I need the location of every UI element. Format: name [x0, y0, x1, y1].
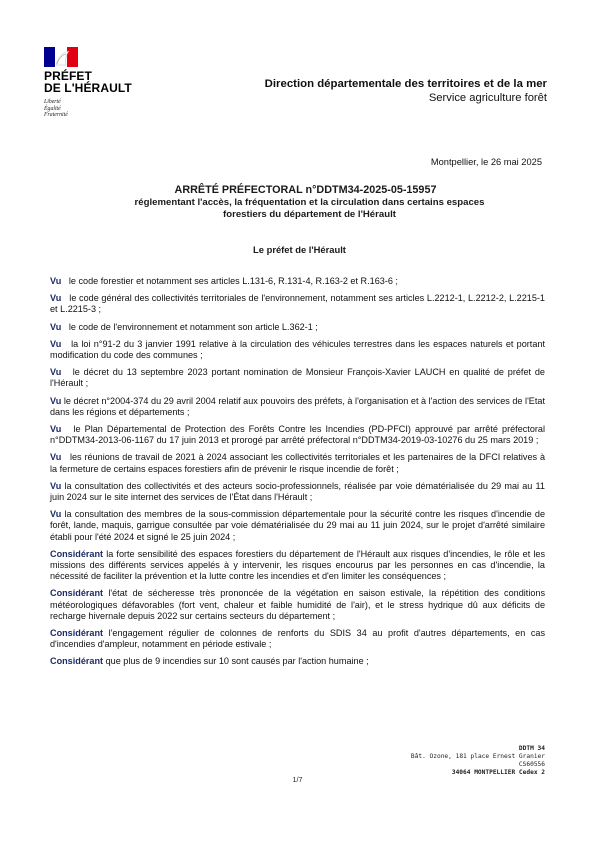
- prefet-name: [44, 70, 154, 94]
- recital-keyword: Considérant: [50, 656, 104, 667]
- recital-paragraph: [50, 481, 545, 503]
- recital-keyword: Vu: [50, 276, 62, 286]
- recital-text: le décret n°2004-374 du 29 avril 2004 relatif aux pouvoirs des préfets, à l'organisation et à l'action des services de l'Etat dans les régions et départements ;: [50, 395, 545, 417]
- address-line: CS60556: [518, 761, 545, 768]
- recital-paragraph: [50, 339, 545, 361]
- recital-keyword: Considérant: [50, 588, 104, 599]
- recital-paragraph: [50, 367, 545, 389]
- recital-text: l'engagement régulier de colonnes de renforts du SDIS 34 au profit d'autres départements, en cas d'incendies d'ampleur, notamment en période estivale ;: [50, 628, 545, 650]
- recital-text: le code forestier et notamment ses articles L.131-6, R.131-4, R.163-2 et R.163-6 ;: [68, 276, 398, 286]
- recital-text: la consultation des membres de la sous-commission départementale pour la sécurité contre les risques d'incendie de forêt, lande, maquis, garrigue consultée par voie dématérialisée du 29 mai au 11 juin 2024, sur le projet d'arrêté similaire établi pour l'été 2024 et signé le 25 juin 2024 ;: [50, 509, 545, 542]
- recital-text: la consultation des collectivités et des acteurs socio-professionnels, réalisée par voie dématérialisée du 29 mai au 11 juin 2024 sur le site internet des services de l'État dans l'Hérault ;: [50, 480, 545, 503]
- prefecture-logo: [44, 47, 154, 119]
- recital-text: que plus de 9 incendies sur 10 sont causés par l'action humaine ;: [105, 656, 369, 667]
- recital-keyword: Vu: [50, 480, 62, 491]
- recital-text: l'état de sécheresse très prononcée de la végétation en saison estivale, la répétition des conditions météorologiques défavorables (fort vent, chaleur et faible humidité de l'air), et le stress hydrique dû aux déficits de recharge hivernale depuis 2022 sur certains secteurs du département ;: [50, 588, 546, 621]
- recital-paragraph: [50, 549, 545, 583]
- recital-paragraph: [50, 628, 545, 650]
- decree-subject-line1: réglementant l'accès, la fréquentation et la circulation dans certains espaces: [134, 197, 485, 208]
- recital-keyword: Vu: [50, 509, 62, 520]
- recital-text: le décret du 13 septembre 2023 portant nomination de Monsieur François-Xavier LAUCH en qualité de préfet de l'Hérault ;: [50, 367, 545, 389]
- recital-paragraph: [50, 293, 545, 315]
- prefet-heading: Le préfet de l'Hérault: [253, 244, 346, 255]
- recital-keyword: Vu: [50, 338, 62, 349]
- prefet-name-line1: PRÉFET: [44, 69, 92, 83]
- recital-text: le code de l'environnement et notamment son article L.362-1 ;: [68, 321, 318, 332]
- recital-keyword: Vu: [50, 321, 62, 332]
- recital-paragraph: [50, 322, 545, 333]
- recital-text: le code général des collectivités territoriales de l'environnement, notamment ses articles L.2212-1, L.2212-2, L.2215-1 et L.2215-3 ;: [50, 293, 545, 315]
- motto-egalite: Égalité: [44, 105, 61, 112]
- republic-motto: [44, 99, 154, 119]
- recital-paragraph: [50, 276, 545, 287]
- recital-paragraph: [50, 424, 545, 446]
- motto-fraternite: Fraternité: [44, 112, 68, 119]
- direction-name: Direction départementale des territoires et de la mer: [264, 78, 547, 90]
- address-line: DDTM 34: [518, 745, 545, 752]
- recital-keyword: Vu: [50, 395, 62, 406]
- footer-address: [411, 745, 545, 777]
- page-number: 1/7: [292, 775, 303, 784]
- recital-paragraph: [50, 588, 545, 622]
- prefet-name-line2: DE L'HÉRAULT: [44, 81, 132, 95]
- recital-text: la forte sensibilité des espaces forestiers du département de l'Hérault aux risques d'incendies, le rôle et les missions des différents services appelés à y intervenir, les risques encourus par les personnes en cas d'incendie, la nécessité de faciliter la prévention et la lutte contre les incendies et d'en limiter les conséquences ;: [50, 548, 545, 582]
- recital-paragraph: [50, 656, 545, 667]
- address-line: Bât. Ozone, 181 place Ernest Granier: [410, 753, 545, 760]
- recital-text: les réunions de travail de 2021 à 2024 associant les collectivités territoriales et les partenaires de la DFCI relatives à la fermeture de certains espaces forestiers afin de prévenir le risque incendie de forêt ;: [50, 452, 545, 474]
- document-title: [40, 184, 555, 221]
- recital-keyword: Vu: [50, 424, 62, 435]
- recital-paragraph: [50, 509, 545, 543]
- document-date: Montpellier, le 26 mai 2025: [430, 157, 542, 167]
- recital-text: le Plan Départemental de Protection des Forêts Contre les Incendies (PD-PFCI) approuvé par arrêté préfectoral n°DDTM34-2013-06-1167 du 17 juin 2013 et prorogé par arrêté préfectoral n°DDTM34-2019-03-10276 du 25 mars 2019 ;: [50, 424, 545, 446]
- issuing-office: [265, 77, 547, 105]
- recital-paragraph: [50, 396, 545, 418]
- address-line: 34064 MONTPELLIER Cedex 2: [451, 769, 545, 776]
- recital-keyword: Vu: [50, 293, 62, 304]
- recital-keyword: Considérant: [50, 628, 104, 639]
- recital-paragraph: [50, 452, 545, 474]
- recital-keyword: Vu: [50, 367, 62, 378]
- decree-subject-line2: forestiers du département de l'Hérault: [223, 209, 396, 220]
- document-body: [50, 276, 545, 674]
- marianne-flag-icon: [44, 47, 78, 67]
- recital-keyword: Considérant: [50, 548, 104, 559]
- decree-number: ARRÊTÉ PRÉFECTORAL n°DDTM34-2025-05-15957: [174, 184, 437, 196]
- recital-keyword: Vu: [50, 452, 62, 463]
- service-name: Service agriculture forêt: [428, 92, 547, 104]
- motto-liberte: Liberté: [44, 99, 61, 105]
- recital-text: la loi n°91-2 du 3 janvier 1991 relative à la circulation des véhicules terrestres dans les espaces naturels et portant modification du code des communes ;: [50, 338, 545, 361]
